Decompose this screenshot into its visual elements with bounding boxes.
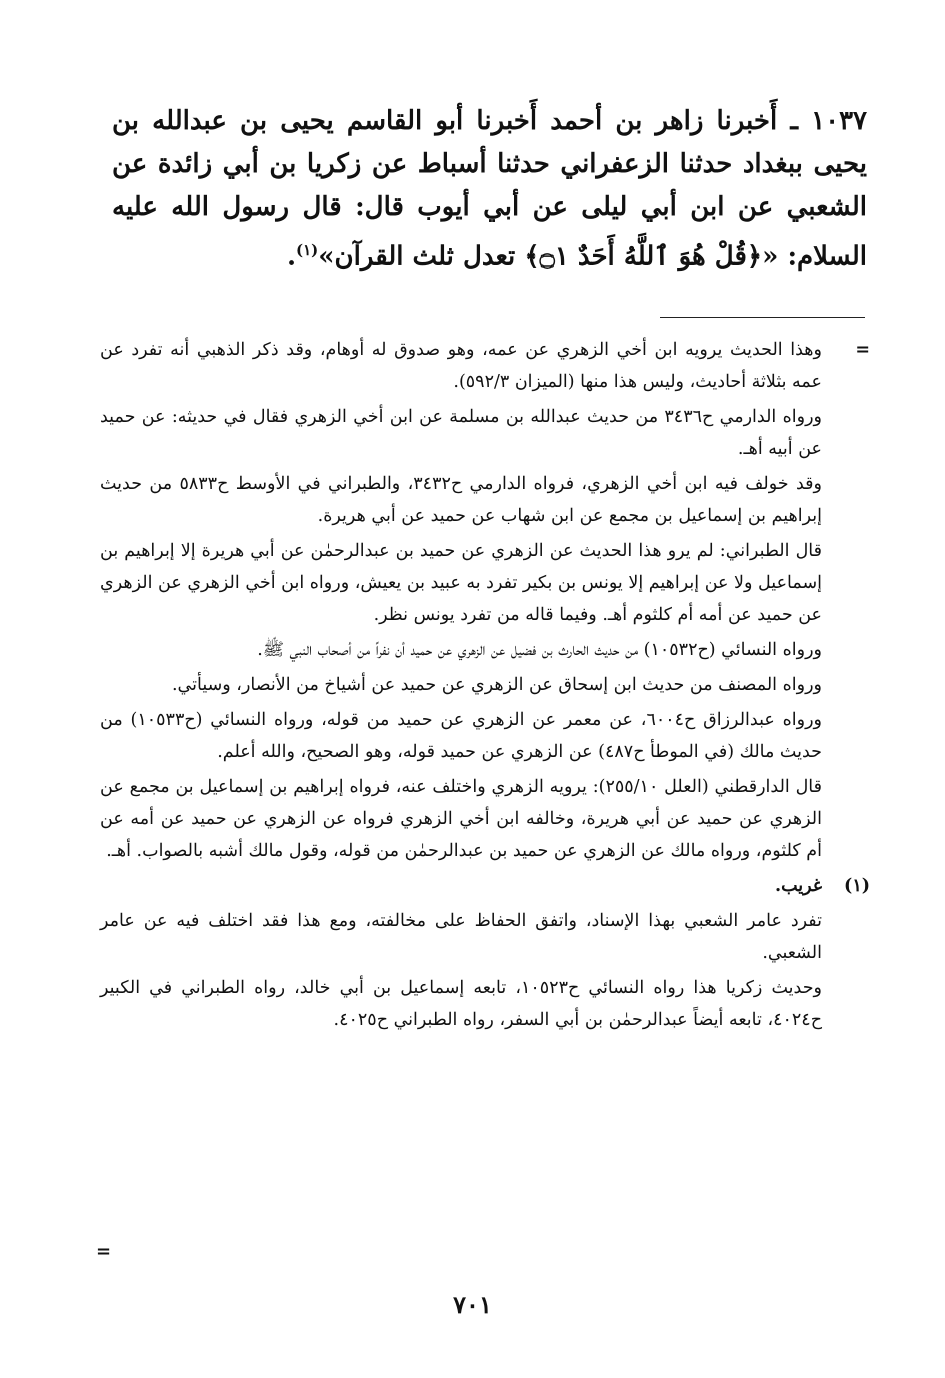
footnote-1 — [100, 870, 870, 1036]
hadith-dash: ـ — [777, 106, 812, 136]
footnote-paragraph: وحديث زكريا هذا رواه النسائي ح١٠٥٢٣، تابعه إسماعيل بن أبي خالد، رواه الطبراني في الكبير ح٤٠٢٤، تابعه أيضاً عبدالرحمٰن بن أبي السفر، رواه الطبراني ح٤٠٢٥. — [100, 978, 822, 1030]
hadith-matn: «﴿قُلْ هُوَ ٱللَّهُ أَحَدٌ ۝١﴾ تعدل ثلث القرآن» — [318, 241, 779, 272]
continuation-marker: = — [855, 340, 870, 360]
footnote-1-marker: (١) — [844, 876, 870, 896]
footnote-continuation — [100, 334, 870, 867]
footnote-paragraph: ورواه عبدالرزاق ح٦٠٠٤، عن معمر عن الزهري عن حميد من قوله، ورواه النسائي (ح١٠٥٣٣) من حديث مالك (في الموطأ ح٤٨٧) عن الزهري عن حميد قوله، وهو الصحيح، والله أعلم. — [100, 710, 822, 762]
footnote-1-heading: غريب. — [775, 876, 822, 896]
footnotes-section — [100, 334, 870, 1039]
hadith-end: . — [286, 241, 296, 272]
footnote-paragraph: ورواه المصنف من حديث ابن إسحاق عن الزهري عن حميد عن أشياخ من الأنصار، وسيأتي. — [171, 675, 822, 695]
footnote-paragraph: قال الدارقطني (العلل ٢٥٥/١٠): يرويه الزهري واختلف عنه، فرواه إبراهيم بن إسماعيل بن مجمع عن الزهري عن حميد عن أبي هريرة، وخالفه ابن أخي الزهري فرواه عن الزهري عن حميد عن أمه عن أم كلثوم، ورواه مالك عن الزهري عن حميد بن عبدالرحمٰن من قوله، وقول مالك أشبه بالصواب. أهـ. — [100, 777, 822, 861]
footnote-paragraph: تفرد عامر الشعبي بهذا الإسناد، واتفق الحفاظ على مخالفته، ومع هذا فقد اختلف فيه عن عامر الشعبي. — [100, 911, 822, 963]
hadith-text — [112, 100, 867, 279]
footnote-reference: (١) — [296, 241, 319, 259]
footnote-paragraph: وهذا الحديث يرويه ابن أخي الزهري عن عمه، وهو صدوق له أوهام، وقد ذكر الذهبي أنه تفرد عن عمه بثلاثة أحاديث، وليس هذا منها (الميزان ٥٩٢/٣). — [100, 340, 822, 392]
hadith-chain: أَخبرنا زاهر بن أحمد أَخبرنا أبو القاسم يحيى بن عبدالله بن يحيى ببغداد حدثنا الزعفراني حدثنا أسباط عن زكريا بن أبي زائدة عن الشعبي عن ابن أبي ليلى عن أبي أيوب قال: قال رسول الله عليه السلام: — [112, 106, 867, 272]
footnote-paragraph: قال الطبراني: لم يرو هذا الحديث عن الزهري عن حميد بن عبدالرحمٰن عن أبي هريرة إلا إبراهيم بن إسماعيل ولا عن إبراهيم إلا يونس بن بكير تفرد به عبيد بن يعيش، ورواه ابن أخي الزهري عن الزهري عن حميد عن أمه أم كلثوم أهـ. وفيما قاله من تفرد يونس نظر. — [100, 541, 822, 625]
footnote-paragraph: وقد خولف فيه ابن أخي الزهري، فرواه الدارمي ح٣٤٣٢، والطبراني في الأوسط ح٥٨٣٣ من حديث إبراهيم بن إسماعيل بن مجمع عن ابن شهاب عن حميد عن أبي هريرة. — [100, 474, 822, 526]
hadith-number: ١٠٣٧ — [811, 106, 867, 136]
footnote-paragraph: ورواه النسائي (ح١٠٥٣٢) من حديث الحارث بن فضيل عن الزهري عن حميد أن نفراً من أصحاب النبي ﷺ. — [257, 640, 822, 660]
page-number: ٧٠١ — [453, 1290, 492, 1319]
footnote-separator — [660, 317, 865, 318]
continues-marker: = — [96, 1241, 112, 1262]
footnote-paragraph: ورواه الدارمي ح٣٤٣٦ من حديث عبدالله بن مسلمة عن ابن أخي الزهري فقال في حديثه: عن حميد عن أبيه أهـ. — [100, 407, 822, 459]
